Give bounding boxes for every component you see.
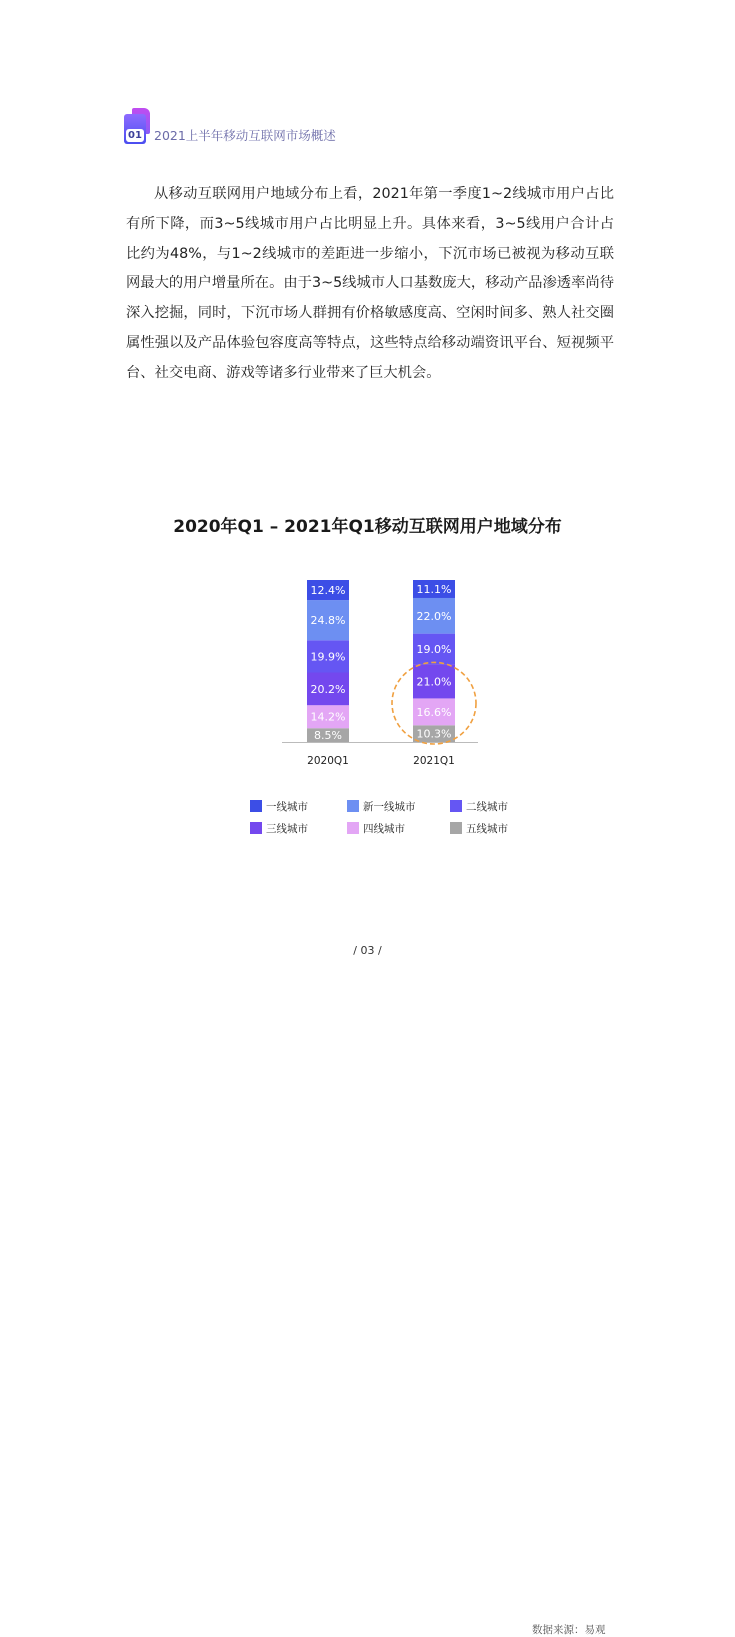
- legend-label: 二线城市: [466, 801, 508, 813]
- x-tick-label: 2021Q1: [413, 755, 455, 767]
- data-source-note: 数据来源：易观: [532, 1624, 606, 1636]
- section-badge-icon: [124, 108, 150, 144]
- section-header: [124, 108, 544, 144]
- legend-swatch: [347, 822, 359, 834]
- legend-label: 五线城市: [466, 823, 508, 835]
- page-number: / 03 /: [353, 944, 382, 957]
- legend-swatch: [450, 800, 462, 812]
- legend-swatch: [250, 800, 262, 812]
- bar-data-label: 16.6%: [416, 705, 452, 719]
- legend-item: [250, 822, 308, 836]
- legend-item: [450, 800, 508, 814]
- bar-data-label: 19.0%: [416, 643, 452, 657]
- bar-data-label: 21.0%: [416, 675, 452, 689]
- legend-swatch: [250, 822, 262, 834]
- bar-data-label: 8.5%: [314, 729, 342, 743]
- legend-label: 四线城市: [363, 823, 405, 835]
- stacked-bar-chart: [270, 578, 490, 778]
- legend-item: [450, 822, 508, 836]
- bar-data-label: 10.3%: [416, 727, 452, 741]
- bar-data-label: 12.4%: [310, 584, 346, 598]
- legend-label: 三线城市: [266, 823, 308, 835]
- bar-data-label: 20.2%: [310, 682, 346, 696]
- section-number: 01: [126, 129, 144, 142]
- bar-data-label: 11.1%: [416, 582, 452, 596]
- legend-label: 一线城市: [266, 801, 308, 813]
- legend-item: [347, 822, 405, 836]
- chart-title: 2020年Q1 – 2021年Q1移动互联网用户地域分布: [173, 517, 562, 537]
- section-title: 2021上半年移动互联网市场概述: [154, 128, 336, 143]
- bar-data-label: 24.8%: [310, 614, 346, 628]
- legend-label: 新一线城市: [363, 801, 416, 813]
- bar-data-label: 22.0%: [416, 609, 452, 623]
- legend-item: [250, 800, 308, 814]
- bar-data-label: 14.2%: [310, 710, 346, 724]
- bar-data-label: 19.9%: [310, 650, 346, 664]
- x-tick-label: 2020Q1: [307, 755, 349, 767]
- legend-swatch: [347, 800, 359, 812]
- body-paragraph: 从移动互联网用户地域分布上看，2021年第一季度1~2线城市用户占比有所下降，而3~5线城市用户占比明显上升。具体来看，3~5线用户合计占比约为48%，与1~2线城市的差距进一步缩小，下沉市场已被视为移动互联网最大的用户增量所在。由于3~5线城市人口基数庞大，移动产品渗透率尚待深入挖掘，同时，下沉市场人群拥有价格敏感度高、空闲时间多、熟人社交圈属性强以及产品体验包容度高等特点，这些特点给移动端资讯平台、短视频平台、社交电商、游戏等诸多行业带来了巨大机会。: [126, 186, 614, 381]
- legend-swatch: [450, 822, 462, 834]
- legend-item: [347, 800, 416, 814]
